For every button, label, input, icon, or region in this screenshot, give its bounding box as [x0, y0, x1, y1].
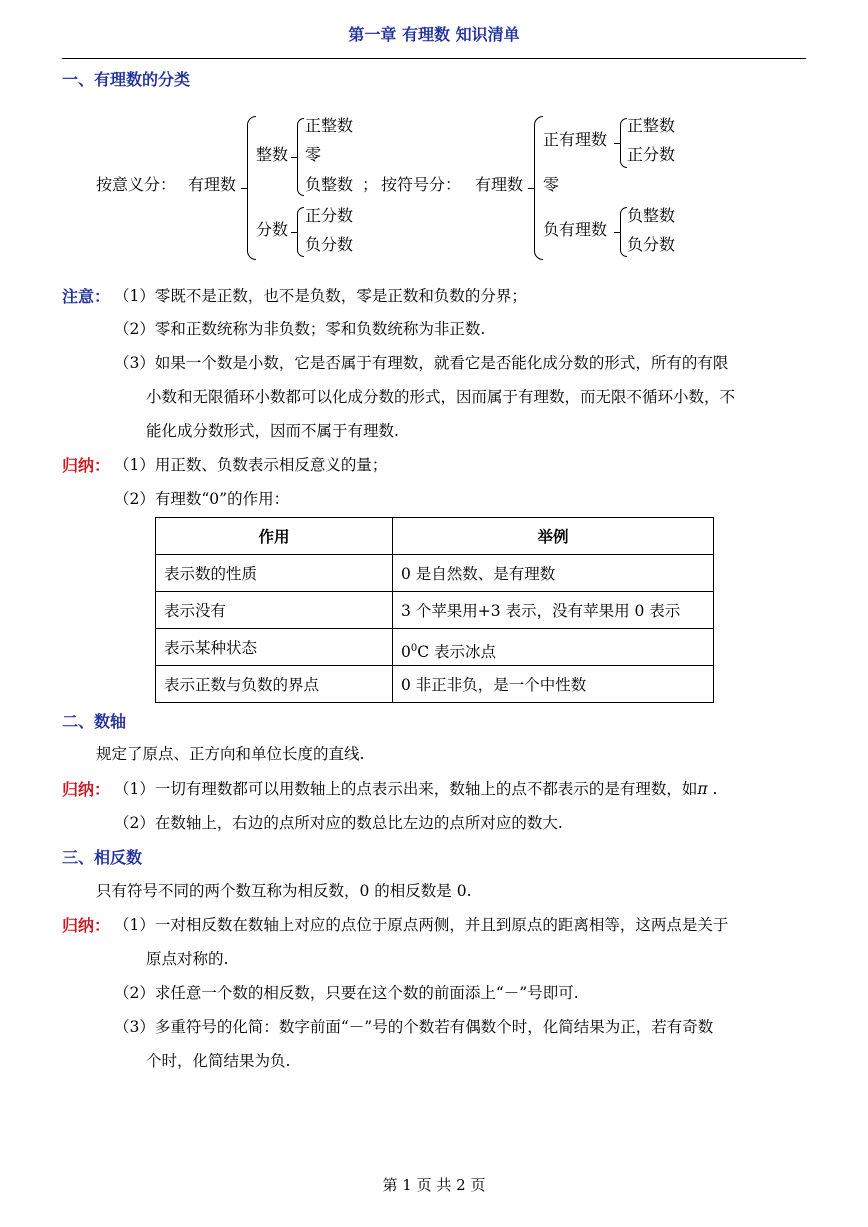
- summary-label: 归纳：: [62, 916, 111, 935]
- summary-text: （1）一切有理数都可以用数轴上的点表示出来，数轴上的点不都表示的是有理数，如: [114, 780, 698, 798]
- table-cell: 表示没有: [156, 592, 393, 629]
- negative-item: 负整数: [627, 206, 676, 225]
- fraction-item: 负分数: [305, 235, 354, 254]
- table-row: [156, 592, 714, 629]
- table-header-cell: 作用: [156, 518, 393, 555]
- by-meaning-label: 按意义分：: [96, 175, 177, 194]
- note-line: 能化成分数形式，因而不属于有理数.: [146, 422, 399, 440]
- by-sign-root: 有理数: [475, 175, 524, 194]
- header-rule: [62, 58, 806, 59]
- state-value: 0: [401, 643, 411, 661]
- summary-label: 归纳：: [62, 780, 111, 799]
- summary-line: [114, 782, 717, 798]
- page-title: 第一章 有理数 知识清单: [348, 25, 520, 44]
- state-unit: C: [417, 643, 435, 661]
- section-text: 规定了原点、正方向和单位长度的直线.: [96, 745, 365, 763]
- table-cell-state: [393, 629, 714, 666]
- zero-role-table: [155, 517, 714, 703]
- negative-rational-label: 负有理数: [543, 220, 608, 239]
- fraction-label: 分数: [256, 220, 289, 239]
- integer-item: 零: [305, 145, 322, 164]
- by-meaning-root: 有理数: [188, 175, 237, 194]
- note-line: （2）零和正数统称为非负数；零和负数统称为非正数.: [114, 320, 486, 338]
- brace-positive: [620, 118, 627, 168]
- state-text: 表示冰点: [434, 643, 497, 661]
- brace-fraction: [297, 207, 304, 257]
- integer-item: 负整数: [305, 175, 354, 194]
- section-heading-opposite: 三、相反数: [62, 848, 143, 867]
- table-cell: 0 非正非负，是一个中性数: [393, 666, 714, 703]
- separator: ；: [362, 175, 379, 194]
- integer-item: 正整数: [305, 116, 354, 135]
- table-row: [156, 629, 714, 666]
- summary-line: （3）多重符号的化简：数字前面“－”号的个数若有偶数个时，化简结果为正，若有奇数: [114, 1018, 714, 1036]
- integer-label: 整数: [256, 145, 289, 164]
- negative-item: 负分数: [627, 235, 676, 254]
- summary-label: 归纳：: [62, 456, 111, 475]
- state-superscript: 0: [410, 642, 418, 654]
- brace-rational-sign: [534, 116, 543, 260]
- fraction-item: 正分数: [305, 206, 354, 225]
- note-label: 注意：: [62, 287, 111, 306]
- section-text: 只有符号不同的两个数互称为相反数，0 的相反数是 0.: [96, 882, 472, 900]
- positive-item: 正整数: [627, 116, 676, 135]
- table-row: [156, 666, 714, 703]
- table-header-cell: 举例: [393, 518, 714, 555]
- by-sign-label: 按符号分：: [381, 175, 462, 194]
- positive-item: 正分数: [627, 145, 676, 164]
- brace-negative: [620, 207, 627, 257]
- brace-integer: [297, 118, 304, 196]
- summary-line: （1）一对相反数在数轴上对应的点位于原点两侧，并且到原点的距离相等，这两点是关于: [114, 916, 729, 934]
- summary-line: （2）在数轴上，右边的点所对应的数总比左边的点所对应的数大.: [114, 814, 563, 832]
- summary-line: （1）用正数、负数表示相反意义的量；: [114, 456, 388, 474]
- note-line: （3）如果一个数是小数，它是否属于有理数，就看它是否能化成分数的形式，所有的有限: [114, 354, 729, 372]
- table-cell: 表示某种状态: [156, 629, 393, 666]
- positive-rational-label: 正有理数: [543, 130, 608, 149]
- pi-symbol: π: [697, 780, 708, 798]
- page-footer: 第 1 页 共 2 页: [382, 1176, 486, 1194]
- summary-line: 原点对称的.: [146, 950, 229, 968]
- note-line: 小数和无限循环小数都可以化成分数的形式，因而属于有理数，而无限不循环小数，不: [146, 388, 736, 406]
- section-heading-classification: 一、有理数的分类: [62, 70, 191, 89]
- table-cell: 0 是自然数、是有理数: [393, 555, 714, 592]
- table-header-row: [156, 518, 714, 555]
- table-cell: 3 个苹果用+3 表示，没有苹果用 0 表示: [393, 592, 714, 629]
- summary-line: （2）有理数“0”的作用：: [114, 490, 290, 508]
- summary-line: （2）求任意一个数的相反数，只要在这个数的前面添上“－”号即可.: [114, 984, 579, 1002]
- note-line: （1）零既不是正数，也不是负数，零是正数和负数的分界；: [114, 287, 527, 305]
- section-heading-number-line: 二、数轴: [62, 712, 127, 731]
- summary-line: 个时，化简结果为负.: [146, 1052, 291, 1070]
- table-row: [156, 555, 714, 592]
- zero-label: 零: [543, 175, 560, 194]
- table-cell: 表示正数与负数的界点: [156, 666, 393, 703]
- summary-end: .: [707, 780, 718, 798]
- table-cell: 表示数的性质: [156, 555, 393, 592]
- brace-rational-meaning: [247, 116, 256, 260]
